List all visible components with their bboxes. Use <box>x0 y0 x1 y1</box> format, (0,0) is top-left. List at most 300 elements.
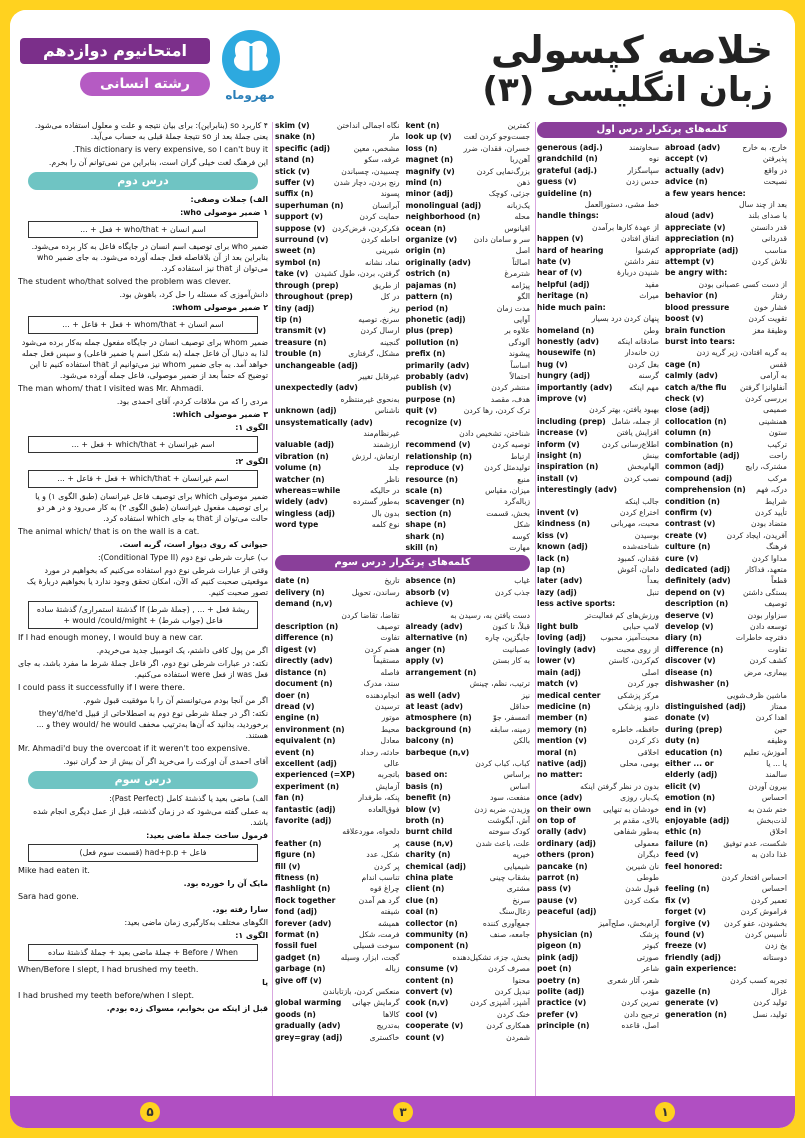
vocab-entry <box>275 166 400 177</box>
vocab-meaning: حدس زدن <box>626 177 659 187</box>
vocab-word: experiment (n) <box>275 781 340 791</box>
vocab-word: generous (adj.) <box>537 143 603 152</box>
vocab-word: accept (v) <box>665 154 708 164</box>
vocab-meaning: چراغ قوه <box>370 884 400 894</box>
vocab-entry <box>537 393 659 404</box>
vocab-word: increase (v) <box>537 428 588 438</box>
vocab-meaning: غذا دادن به <box>751 850 787 860</box>
vocab-word: scavenger (n) <box>405 497 465 507</box>
section-heading: کلمه‌های پرتکرار درس سوم <box>275 555 530 571</box>
vocab-entry <box>275 587 400 598</box>
vocab-meaning: علت، باعث شدن <box>475 838 530 848</box>
vocab-meaning: احساس <box>761 884 787 894</box>
vocab-entry <box>406 861 531 872</box>
vocab-word: suffer (v) <box>275 178 315 188</box>
vocab-meaning: نوع کلمه <box>371 520 400 530</box>
vocab-word: lack (n) <box>537 553 570 563</box>
vocab-meaning: بالای، مقدم بر <box>614 815 659 825</box>
vocab-entry <box>537 553 659 564</box>
vocab-word: hear of (v) <box>537 268 583 278</box>
vocab-entry <box>406 531 531 542</box>
vocab-meaning: ترتیب، نظم، چینش <box>469 679 530 689</box>
vocab-entry <box>665 461 787 472</box>
vocab-entry <box>406 188 531 199</box>
vocab-entry <box>406 849 531 860</box>
page-number: ۱ <box>655 1102 675 1122</box>
vocab-word: fix (v) <box>665 895 691 905</box>
vocab-word: fitness (n) <box>275 873 319 882</box>
vocab-word: chemical (adj) <box>405 861 467 871</box>
vocab-meaning: تجربه کسب کردن <box>730 975 787 985</box>
logo-text: مهروماه <box>225 88 275 102</box>
vocab-entry <box>406 826 531 837</box>
vocab-word: unchangeable (adj) <box>275 360 358 370</box>
vocab-word: calmly (adv) <box>665 371 718 381</box>
formula-box: ... + فعل + فاعل + whom/that + اسم انسان <box>28 316 258 333</box>
vocab-word: gadget (n) <box>275 952 321 962</box>
header <box>10 10 795 115</box>
vocab-entry <box>406 632 531 643</box>
vocab-meaning: تمرین کردن <box>621 998 659 1008</box>
vocab-entry <box>406 496 531 507</box>
vocab-entry <box>406 371 531 382</box>
vocab-entry <box>665 210 787 221</box>
vocab-word: common (adj) <box>665 462 724 472</box>
formula-box: ... + فعل + which/that + اسم غیرانسان <box>28 436 258 453</box>
grammar-text: قبل از اینکه من بخوابم، مسواک زده بودم. <box>106 1004 268 1014</box>
grammar-text: ضمیر موصولی which برای توصیف فاعل غیرانسان (طبق الگوی ۱) و یا برای توصیف مفعول غیرانسان (طبق الگوی ۲) به کار می‌رود و در هر دو حالت می‌توان از that به جای which استفاده کرد. <box>35 491 268 523</box>
vocab-entry <box>665 222 787 233</box>
vocab-word: interestingly (adv) <box>537 485 617 495</box>
vocab-entry <box>665 518 787 529</box>
vocab-meaning: مشکل، گرفتاری <box>348 349 400 359</box>
vocab-meaning: شناخته‌شده <box>622 542 659 552</box>
vocab-entry <box>665 678 787 689</box>
vocab-entry <box>665 176 787 187</box>
vocab-entry <box>275 451 400 462</box>
vocab-entry <box>275 952 400 963</box>
vocab-entry <box>537 507 659 518</box>
vocab-entry <box>665 621 787 632</box>
vocab-word: recognize (v) <box>405 417 462 427</box>
vocab-meaning: فقدان، کمبود <box>617 553 659 563</box>
vocab-word: lovingly (adv) <box>537 644 596 654</box>
vocab-word: consume (v) <box>405 964 459 974</box>
grammar-text: الف) جملات وصفی: <box>190 195 268 204</box>
vocab-entry <box>406 621 531 632</box>
vocab-word: fantastic (adj) <box>275 804 336 814</box>
vocab-entry <box>406 678 531 689</box>
vocab-entry <box>275 280 400 291</box>
vocab-entry <box>275 929 400 940</box>
vocab-entry <box>537 165 659 176</box>
vocab-word: magnet (n) <box>405 155 454 165</box>
vocab-word: helpful (adj) <box>537 279 590 289</box>
vocab-entry <box>537 872 659 883</box>
vocab-word: publish (v) <box>405 383 452 393</box>
vocab-meaning: خاکستری <box>369 1032 400 1042</box>
vocab-meaning: بررسی کردن <box>745 393 787 403</box>
vocab-word: pollution (n) <box>405 337 459 347</box>
vocab-word: found (v) <box>665 930 705 940</box>
vocab-word: once (adv) <box>537 793 583 803</box>
vocab-word: as well (adv) <box>405 690 461 700</box>
vocab-word: throughout (prep) <box>275 292 353 302</box>
vocab-word: community (n) <box>405 930 469 940</box>
vocab-entry <box>537 690 659 701</box>
vocab-entry <box>406 462 531 473</box>
vocab-entry <box>275 861 400 872</box>
vocab-entry <box>537 1009 659 1020</box>
vocab-word: inspiration (n) <box>537 462 599 472</box>
vocab-entry <box>665 245 787 256</box>
vocab-meaning: کم‌کردن، کاستن <box>608 656 659 666</box>
vocab-meaning: در حالیکه <box>370 486 400 495</box>
vocab-meaning: فاصله <box>380 667 400 677</box>
vocab-entry <box>406 200 531 211</box>
vocab-meaning: کمترین <box>507 121 530 130</box>
page <box>10 10 795 1128</box>
vocab-meaning: شمردن <box>506 1032 530 1042</box>
grammar-text: دانش‌آموزی که مسئله را حل کرد، باهوش بود. <box>119 290 268 300</box>
vocab-meaning: بیرون آوردن <box>748 781 787 791</box>
vocab-meaning: گرمایش جهانی <box>352 998 400 1008</box>
vocab-meaning: محبت، مهربانی <box>610 519 659 529</box>
vocab-meaning: درک، فهم <box>756 485 787 495</box>
vocab-entry <box>537 849 659 860</box>
vocab-meaning: ترجیح دادن <box>623 1009 659 1019</box>
vocab-meaning: کودک سوخته <box>488 827 530 837</box>
vocab-word: cooperate (v) <box>405 1021 464 1031</box>
vocab-meaning: وظیفه <box>767 736 787 746</box>
vocab-entry <box>537 929 659 940</box>
vocab-word: apply (v) <box>405 656 444 666</box>
vocab-word: take (v) <box>275 269 309 279</box>
vocab-meaning: سر و سامان دادن <box>473 235 530 245</box>
vocab-meaning: متعهد، فداکار <box>745 565 787 575</box>
vocab-entry <box>537 644 659 655</box>
vocab-entry <box>406 1032 531 1043</box>
vocab-word: appropriate (adj) <box>665 245 739 255</box>
vocab-meaning: بومی، محلی <box>619 758 659 768</box>
vocab-meaning: تقویت کردن <box>748 314 787 324</box>
vocab-word: charity (n) <box>405 850 451 860</box>
vocab-word: feed (v) <box>665 850 699 860</box>
vocab-meaning: احساس <box>761 793 787 803</box>
vocab-meaning: دامان، آغوش <box>617 565 659 575</box>
vocab-meaning: هدف، مقصد <box>490 394 530 404</box>
vocab-word: distinguished (adj) <box>665 701 746 711</box>
vocab-meaning: منفعت، سود <box>490 793 530 803</box>
vocab-word: dread (v) <box>275 701 315 711</box>
vocab-entry <box>665 233 787 244</box>
vocab-word: hide much pain: <box>537 302 606 312</box>
vocab-meaning: دلخواه، موردعلاقه <box>342 827 400 837</box>
vocab-entry <box>275 747 400 758</box>
vocab-entry <box>537 895 659 906</box>
vocab-entry <box>665 256 787 267</box>
vocab-meaning: مرکز پزشکی <box>617 690 659 700</box>
vocab-entry <box>406 382 531 393</box>
vocab-meaning: تولیدمثل کردن <box>484 463 530 473</box>
vocab-entry <box>665 667 787 678</box>
vocab-entry <box>406 428 531 439</box>
vocab-entry <box>275 838 400 849</box>
vocab-meaning: از عهدهٔ کارها برآمدن <box>592 222 659 232</box>
vocab-word: whereas=while <box>275 486 341 495</box>
vocab-word: forgive (v) <box>665 918 710 928</box>
vocab-meaning: مفید <box>644 279 659 289</box>
vocab-word: tip (n) <box>275 314 302 324</box>
vocab-meaning: فراموش کردن <box>740 907 787 917</box>
vocab-entry <box>665 165 787 176</box>
vocab-meaning: گجت، ابزار، وسیله <box>340 952 400 962</box>
vocab-entry <box>406 245 531 256</box>
vocab-word: later (adv) <box>537 576 583 586</box>
vocab-meaning: ارسال کردن <box>360 326 400 336</box>
vocab-meaning: متضاد بودن <box>750 519 787 529</box>
vocab-entry <box>665 359 787 370</box>
grammar-text: مایک آن را خورده بود. <box>183 878 268 888</box>
vocab-meaning: غیرقابل تغییر <box>358 371 400 381</box>
vocab-word: elicit (v) <box>665 781 701 791</box>
grammar-text: الگوی ۲: <box>235 457 268 467</box>
vocab-entry <box>537 530 659 541</box>
vocab-entry <box>665 188 787 199</box>
vocab-entry <box>537 176 659 187</box>
vocab-word: lower (v) <box>537 656 576 666</box>
vocab-word: scale (n) <box>405 486 443 495</box>
vocab-entry <box>665 655 787 666</box>
vocab-entry <box>537 473 659 484</box>
vocab-word: section (n) <box>405 508 452 518</box>
vocab-entry <box>275 655 400 666</box>
vocab-entry <box>275 439 400 450</box>
vocab-word: install (v) <box>537 473 579 483</box>
vocab-word: be angry with: <box>665 268 728 278</box>
vocab-meaning: مداوا کردن <box>751 553 787 563</box>
vocab-entry <box>537 325 659 336</box>
vocab-entry <box>665 484 787 495</box>
vocab-meaning: شنیدن دربارهٔ <box>616 268 659 278</box>
vocab-word: pancake (n) <box>537 861 588 871</box>
grammar-lesson3 <box>18 793 268 1014</box>
vocab-meaning: توصیف <box>376 622 400 632</box>
vocab-meaning: سالمند <box>765 770 787 780</box>
vocab-meaning: اصل <box>515 246 530 256</box>
grammar-text: اگر من آنجا بودم می‌توانستم آن را با موفقیت قبول شوم. <box>83 696 268 706</box>
vocab-entry <box>537 792 659 803</box>
vocab-meaning: میزان، مقیاس <box>485 486 530 495</box>
vocab-entry <box>275 804 400 815</box>
butterfly-icon <box>222 30 280 88</box>
vocab-meaning: جالب اینکه <box>625 496 659 506</box>
vocab-meaning: تنفر داشتن <box>624 257 659 267</box>
vocab-word: treasure (n) <box>275 337 327 347</box>
vocab-word: difference (n) <box>665 644 724 654</box>
vocab-word: purpose (n) <box>405 394 456 404</box>
vocab-entry <box>406 154 531 165</box>
vocab-meaning: زمینه، سابقه <box>490 724 530 734</box>
vocab-word: grandchild (n) <box>537 154 598 164</box>
vocab-word: already (adv) <box>405 622 463 632</box>
vocab-word: specific (adj) <box>275 143 331 153</box>
vocab-entry <box>275 257 400 268</box>
vocab-entry <box>406 918 531 929</box>
vocab-entry <box>665 427 787 438</box>
brand-name: امتحانیوم دوازدهم <box>20 38 210 64</box>
vocab-entry <box>406 792 531 803</box>
vocab-entry <box>665 393 787 404</box>
vocab-word: education (n) <box>665 747 723 757</box>
vocab-meaning: شرایط <box>765 496 787 506</box>
vocab-word: period (n) <box>405 303 449 313</box>
vocab-meaning: ارتباط <box>510 451 530 461</box>
vocab-meaning: جمع‌آوری کننده <box>482 918 530 928</box>
vocab-meaning: بخش، جزء، تشکیل‌دهنده <box>452 952 530 962</box>
vocab-entry <box>665 598 787 609</box>
vocab-word: alternative (n) <box>405 633 468 643</box>
vocab-word: failure (n) <box>665 838 708 848</box>
vocab-word: create (v) <box>665 530 707 540</box>
vocab-word: magnify (v) <box>405 166 455 176</box>
formula-box: جملهٔ ماضی بعید + جملهٔ گذشتهٔ ساده + Before / When <box>28 944 258 961</box>
vocab-word: prefer (v) <box>537 1009 579 1019</box>
vocab-word: brain function <box>665 325 726 335</box>
vocab-entry <box>537 153 659 164</box>
vocab-entry <box>665 963 787 974</box>
vocab-word: on top of <box>537 815 576 825</box>
vocab-entry <box>537 427 659 438</box>
word-list <box>406 120 531 553</box>
vocab-word: dishwasher (n) <box>665 679 729 689</box>
vocab-meaning: در کل <box>380 292 400 302</box>
vocab-word: flock together <box>275 895 336 905</box>
vocab-word: pajamas (n) <box>405 280 457 290</box>
vocab-meaning: پنهان کردن درد بسیار <box>591 314 659 324</box>
vocab-entry <box>537 712 659 723</box>
vocab-meaning: شعر، آثار شعری <box>607 975 659 985</box>
vocab-entry <box>275 131 400 142</box>
vocab-meaning: سخاوتمند <box>628 143 659 152</box>
grammar-text: ۴ کاربرد so (بنابراین): برای بیان نتیجه و علت و معلول استفاده می‌شود. یعنی جملهٔ بعد از so نتیجهٔ جملهٔ قبلی به حساب می‌آید. <box>34 121 268 141</box>
vocab-meaning: ماشین ظرف‌شویی <box>726 690 787 700</box>
vocab-meaning: میراث <box>639 291 659 301</box>
vocab-entry <box>275 644 400 655</box>
vocab-entry <box>275 906 400 917</box>
vocab-word: parrot (n) <box>537 873 579 882</box>
vocab-meaning: قفس <box>769 359 787 369</box>
vocab-word: hate (v) <box>537 257 571 267</box>
vocab-word: homeland (n) <box>537 325 595 335</box>
vocab-word: blow (v) <box>405 804 441 814</box>
vocab-entry <box>406 485 531 496</box>
vocab-meaning: تفاوت <box>380 633 400 643</box>
vocab-word: loving (adj) <box>537 633 586 643</box>
vocab-entry <box>275 337 400 348</box>
vocab-meaning: شاعر <box>641 964 659 974</box>
vocab-entry <box>537 861 659 872</box>
vocab-entry <box>275 735 400 746</box>
vocab-entry <box>406 280 531 291</box>
vocab-meaning: سند، مدرک <box>363 679 400 689</box>
vocab-word: suffix (n) <box>275 189 314 199</box>
vocab-meaning: جامعه، صنف <box>489 930 530 940</box>
vocab-meaning: لامپ حبابی <box>622 622 659 632</box>
vocab-entry <box>665 336 787 347</box>
grammar-text: الگوهای مختلف به‌کارگیری زمان ماضی بعید: <box>124 917 268 927</box>
vocab-entry <box>537 233 659 244</box>
vocab-meaning: پیژامه <box>511 280 530 290</box>
vocab-meaning: شیمیایی <box>503 861 530 871</box>
vocab-entry <box>275 632 400 643</box>
vocab-entry <box>537 267 659 278</box>
vocab-meaning: بستگی داشتن <box>742 587 787 597</box>
vocab-word: during (prep) <box>665 724 723 734</box>
vocab-meaning: صورتی <box>636 952 659 962</box>
vocab-entry <box>665 199 787 210</box>
vocab-entry <box>537 222 659 233</box>
vocab-entry <box>665 986 787 997</box>
vocab-entry <box>665 929 787 940</box>
vocab-word: atmosphere (n) <box>405 713 472 723</box>
vocab-word: quit (v) <box>405 406 438 416</box>
vocab-meaning: قدر دانستن <box>750 222 787 232</box>
vocab-word: fossil fuel <box>275 941 317 951</box>
vocab-meaning: اصالتاً <box>512 257 530 267</box>
vocab-meaning: جزئی، کوچک <box>488 189 530 199</box>
vocab-meaning: غیاب <box>514 576 530 586</box>
vocab-word: gradually (adv) <box>275 1021 341 1031</box>
vocab-entry <box>275 781 400 792</box>
vocab-word: recommend (v) <box>405 440 471 450</box>
vocab-meaning: از جمله، شامل <box>611 416 659 426</box>
section-heading: کلمه‌های پرتکرار درس اول <box>537 122 787 138</box>
vocab-meaning: خط مشی، دستورالعمل <box>584 200 659 210</box>
vocab-meaning: مناسب <box>764 245 787 255</box>
vocab-word: forget (v) <box>665 907 707 917</box>
vocab-meaning: ریز <box>389 303 400 313</box>
vocab-meaning: خیریه <box>512 850 530 860</box>
vocab-meaning: اساس <box>509 781 530 791</box>
vocab-entry <box>665 541 787 552</box>
vocab-word: anger (n) <box>405 644 446 654</box>
vocab-word: digest (v) <box>275 644 317 654</box>
vocab-meaning: هضم کردن <box>364 644 400 654</box>
vocab-meaning: اساساً <box>510 360 530 370</box>
vocab-entry <box>275 621 400 632</box>
vocab-meaning: بزرگ‌نمایی کردن <box>476 166 530 176</box>
vocab-meaning: لذت‌بخش <box>756 815 787 825</box>
vocab-word: duty (n) <box>665 736 700 746</box>
vocab-meaning: عصبانیت <box>502 644 530 654</box>
vocab-meaning: شکل، عدد <box>366 850 400 860</box>
vocab-word: behavior (n) <box>665 291 718 301</box>
vocab-entry <box>537 370 659 381</box>
vocab-word: orally (adv) <box>537 827 587 837</box>
vocab-entry <box>275 382 400 393</box>
vocab-meaning: شکست، عدم توفیق <box>723 838 787 848</box>
vocab-word: hungry (adj) <box>537 371 591 381</box>
word-list <box>275 120 400 553</box>
vocab-word: less active sports: <box>537 599 616 609</box>
vocab-meaning: کبوتر <box>642 941 659 951</box>
vocab-entry <box>537 940 659 951</box>
vocab-entry <box>406 325 531 336</box>
vocab-word: physician (n) <box>537 930 593 940</box>
vocab-word: shape (n) <box>405 520 447 530</box>
vocab-entry <box>406 815 531 826</box>
